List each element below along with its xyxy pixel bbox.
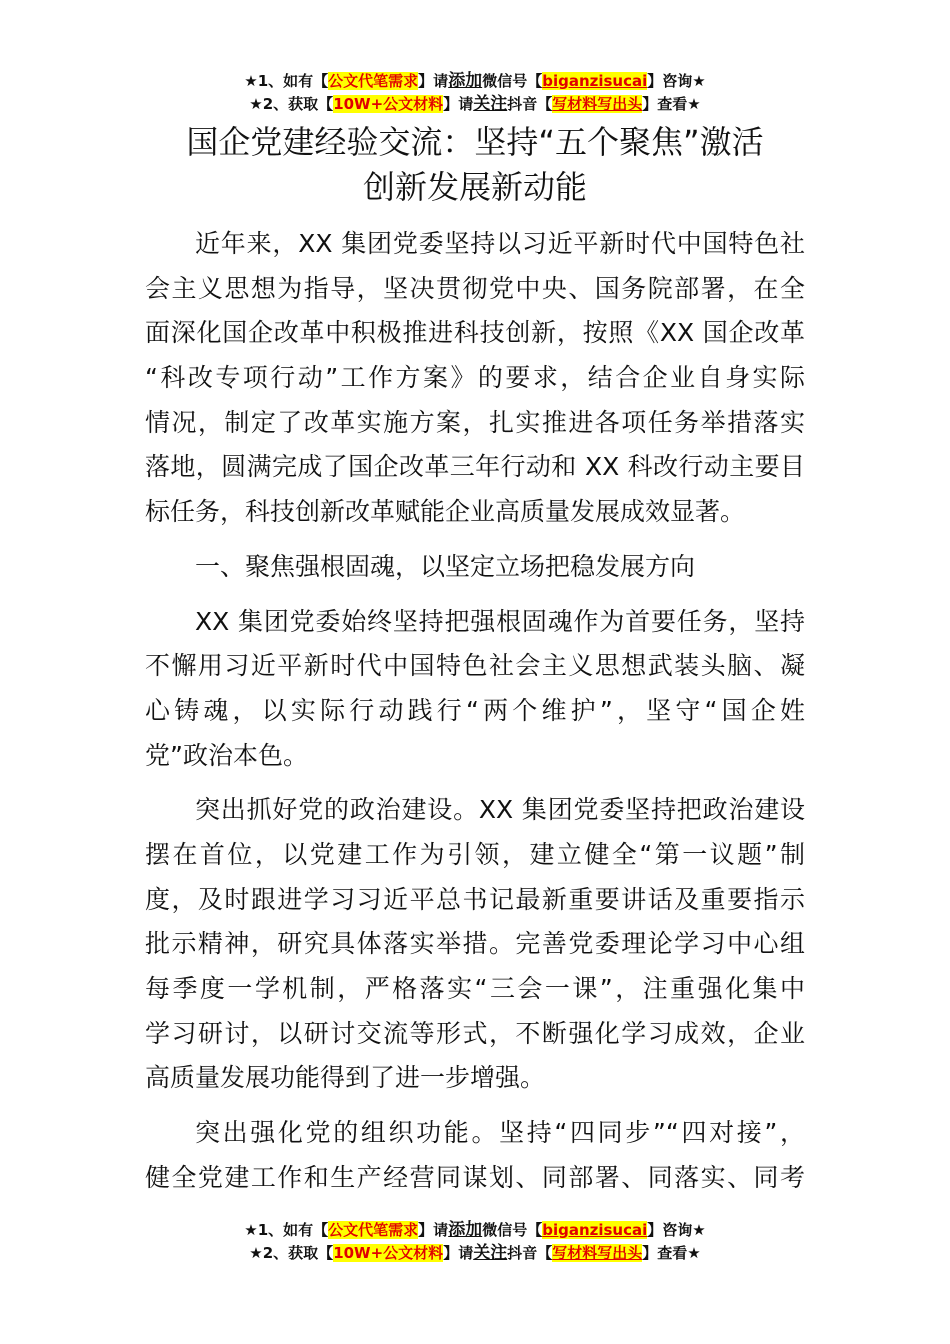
text-line: 学习研讨，以研讨交流等形式，不断强化学习成效，企业 <box>145 1018 805 1048</box>
highlight-service: 公文代笔需求 <box>328 1221 419 1239</box>
promo-footer <box>0 1219 950 1265</box>
wechat-id: biganzisucai <box>542 1221 648 1239</box>
paragraph <box>145 788 805 1101</box>
promo-header <box>0 70 950 116</box>
text-line: “科改专项行动”工作方案》的要求，结合企业自身实际 <box>145 363 805 393</box>
document-title: 国企党建经验交流：坚持“五个聚焦”激活 创新发展新动能 <box>186 123 764 206</box>
promo-line-1: ★1、如有【公文代笔需求】请添加微信号【biganzisucai】咨询★ <box>244 1220 706 1240</box>
text-line: 高质量发展功能得到了进一步增强。 <box>145 1063 546 1093</box>
text-line: XX 集团党委始终坚持把强根固魂作为首要任务，坚持 <box>195 606 805 636</box>
text-line: 面深化国企改革中积极推进科技创新，按照《XX 国企改革 <box>145 318 805 348</box>
text-line: 一、聚焦强根固魂，以坚定立场把稳发展方向 <box>195 551 696 581</box>
text-line: 情况，制定了改革实施方案，扎实推进各项任务举措落实 <box>145 407 805 437</box>
text-line: 健全党建工作和生产经营同谋划、同部署、同落实、同考 <box>145 1162 805 1192</box>
highlight-materials: 10W+公文材料 <box>333 1244 444 1262</box>
text-line: 不懈用习近平新时代中国特色社会主义思想武装头脑、凝 <box>145 651 805 681</box>
paragraph <box>145 222 805 535</box>
text-line: 会主义思想为指导，坚决贯彻党中央、国务院部署，在全 <box>145 273 805 303</box>
text-line: 近年来，XX 集团党委坚持以习近平新时代中国特色社 <box>195 229 805 258</box>
text-line: 标任务，科技创新改革赋能企业高质量发展成效显著。 <box>145 497 746 527</box>
promo-line-2: ★2、获取【10W+公文材料】请关注抖音【写材料写出头】查看★ <box>249 94 701 114</box>
text-line: 摆在首位，以党建工作为引领，建立健全“第一议题”制 <box>145 839 805 869</box>
document-body <box>145 222 805 1210</box>
highlight-materials: 10W+公文材料 <box>333 95 444 113</box>
paragraph <box>145 600 805 779</box>
text-line: 落地，圆满完成了国企改革三年行动和 XX 科改行动主要目 <box>145 452 805 482</box>
paragraph <box>145 1111 805 1200</box>
highlight-service: 公文代笔需求 <box>328 72 419 90</box>
text-line: 心铸魂，以实际行动践行“两个维护”，坚守“国企姓 <box>145 695 805 725</box>
text-line: 突出强化党的组织功能。坚持“四同步”“四对接”， <box>195 1118 805 1148</box>
douyin-account: 写材料写出头 <box>552 95 643 113</box>
douyin-account: 写材料写出头 <box>552 1244 643 1262</box>
text-line: 每季度一学机制，严格落实“三会一课”，注重强化集中 <box>145 974 805 1003</box>
wechat-id: biganzisucai <box>542 72 648 90</box>
text-line: 突出抓好党的政治建设。XX 集团党委坚持把政治建设 <box>195 795 805 825</box>
text-line: 党”政治本色。 <box>145 740 308 770</box>
text-line: 批示精神，研究具体落实举措。完善党委理论学习中心组 <box>145 929 805 959</box>
paragraph <box>145 545 805 590</box>
text-line: 度，及时跟进学习习近平总书记最新重要讲话及重要指示 <box>145 884 805 914</box>
promo-line-2: ★2、获取【10W+公文材料】请关注抖音【写材料写出头】查看★ <box>249 1243 701 1263</box>
promo-line-1: ★1、如有【公文代笔需求】请添加微信号【biganzisucai】咨询★ <box>244 71 706 91</box>
